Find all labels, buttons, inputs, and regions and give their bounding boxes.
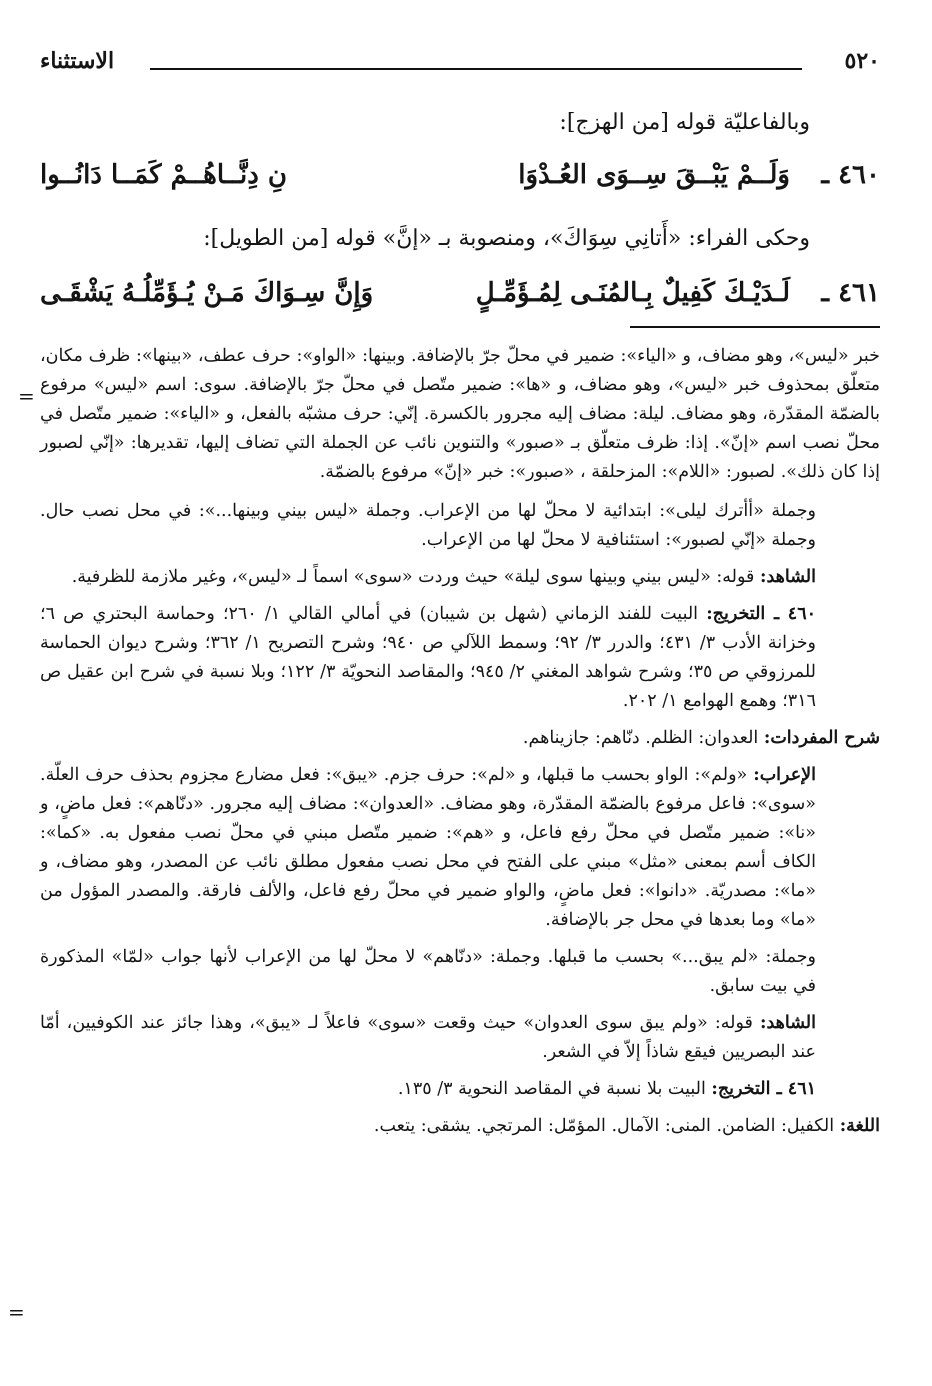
- header-rule: [150, 68, 802, 70]
- note-sources: [40, 1075, 880, 1104]
- note-paragraph: وجملة «أأترك ليلى»: ابتدائية لا محلّ لها من الإعراب. وجملة «ليس بيني وبينها...»: في محل نصب حال. وجملة «إنّي لصبور»: استئنافية لا محلّ لها من الإعراب.: [40, 501, 816, 550]
- verse-460: [40, 160, 880, 204]
- verse-461: [40, 278, 880, 322]
- note-label: اللغة:: [839, 1116, 880, 1136]
- note-paragraph: خبر «ليس»، وهو مضاف، و «الياء»: ضمير في محلّ جرّ بالإضافة. وبينها: «الواو»: حرف عطف، «بينها»: ظرف مكان، متعلّق بمحذوف خبر «ليس»، وهو مضاف، و «ها»: ضمير متّصل في محلّ جرّ بالإضافة. سوى: اسم «ليس» مرفوع بالضمّة المقدّرة، وهو مضاف. ليلة: مضاف إليه مجرور بالكسرة. إنّي: حرف مشبّه بالفعل، و «الياء»: ضمير متّصل في محلّ نصب اسم «إنّ». إذا: ظرف متعلّق بـ «صبور» والتنوين نائب عن الجملة التي تضاف إليها، تقديرها: «إنّي لصبور إذا كان ذلك». لصبور: «اللام»: المزحلقة ، «صبور»: خبر «إنّ» مرفوع بالضمّة.: [40, 346, 880, 482]
- note-text: البيت بلا نسبة في المقاصد النحوية ٣/ ١٣٥.: [397, 1079, 706, 1099]
- note-witness: [40, 563, 880, 592]
- note-text: العدوان: الظلم. دنّاهم: جازيناهم.: [522, 728, 759, 748]
- note-text: قوله: «ولم يبق سوى العدوان» حيث وقعت «سوى» فاعلاً لـ «يبق»، وهذا جائز عند الكوفيين، أمّا عند البصريين فيقع شاذاً إلاّ في الشعر.: [40, 1013, 816, 1062]
- note-vocabulary: [40, 1112, 880, 1141]
- verse-second-hemistich: نِ دِنَّــاهُــمْ كَمَــا دَانُــوا: [40, 160, 287, 190]
- verse-number: ٤٦١ ـ: [821, 278, 880, 308]
- note-vocabulary: [40, 724, 880, 753]
- mid-text-line: وحكى الفراء: «أَتانِي سِوَاكَ»، ومنصوبة بـ «إنَّ» قوله [من الطويل]:: [203, 226, 810, 251]
- note-label: ٤٦٠ ـ التخريج:: [706, 604, 816, 624]
- note-parsing: [40, 761, 880, 935]
- note-sources: [40, 600, 880, 716]
- book-page: [8, 30, 880, 1360]
- note-label: الإعراب:: [753, 765, 816, 785]
- running-head: [40, 48, 880, 88]
- note-label: الشاهد:: [759, 567, 816, 587]
- running-title: الاستثناء: [40, 48, 115, 74]
- note-label: شرح المفردات:: [763, 728, 880, 748]
- note-text: الكفيل: الضامن. المنى: الآمال. المؤمّل: المرتجي. يشقى: يتعب.: [373, 1116, 835, 1136]
- verse-second-hemistich: وَإِنَّ سِـوَاكَ مَـنْ يُـؤَمِّلُـهُ يَشْقَـى: [40, 278, 374, 308]
- page-number: ٥٢٠: [844, 48, 880, 74]
- note-label: ٤٦١ ـ التخريج:: [711, 1079, 816, 1099]
- verse-first-hemistich: لَـدَيْـكَ كَفِيلٌ بِـالمُنَـى لِمُـؤَمِّـلٍ: [475, 278, 790, 308]
- note-text: قوله: «ليس بيني وبينها سوى ليلة» حيث وردت «سوى» اسماً لـ «ليس»، وغير ملازمة للظرفية.: [71, 567, 755, 587]
- note-witness: [40, 1009, 880, 1067]
- end-continuation-mark: =: [8, 1300, 25, 1324]
- note-label: الشاهد:: [759, 1013, 816, 1033]
- note-text: البيت للفند الزماني (شهل بن شيبان) في أمالي القالي ١/ ٢٦٠؛ وحماسة البحتري ص ٦؛ وخزانة الأدب ٣/ ٤٣١؛ والدرر ٣/ ٩٢؛ وسمط اللآلي ص ٩٤٠؛ وشرح التصريح ١/ ٣٦٢؛ وشرح ديوان الحماسة للمرزوقي ص ٣٥؛ وشرح شواهد المغني ٢/ ٩٤٥؛ والمقاصد النحويّة ٣/ ١٢٢؛ وبلا نسبة في شرح ابن عقيل ص ٣١٦؛ وهمع الهوامع ١/ ٢٠٢.: [40, 604, 816, 711]
- intro-line: وبالفاعليّة قوله [من الهزج]:: [559, 110, 810, 135]
- verse-number: ٤٦٠ ـ: [821, 160, 880, 190]
- verse-first-hemistich: وَلَــمْ يَبْــقَ سِــوَى العُـدْوَا: [518, 160, 790, 190]
- commentary-notes: [18, 342, 880, 1149]
- note-text: «ولم»: الواو بحسب ما قبلها، و «لم»: حرف جزم. «يبق»: فعل مضارع مجزوم بحذف حرف العلّة. «سوى»: فاعل مرفوع بالضمّة المقدّرة، وهو مضاف. «العدوان»: مضاف إليه مجرور. «دنّاهم»: فعل ماضٍ، و «نا»: ضمير متّصل في محلّ رفع فاعل، و «هم»: ضمير متّصل مبني في محلّ نصب مفعول به. «كما»: الكاف أسم بمعنى «مثل» مبني على الفتح في محل نصب مفعول مطلق نائب عن المصدر، وهو مضاف، و «ما»: مصدريّة. «دانوا»: فعل ماضٍ، والواو ضمير في محلّ رفع فاعل، والألف فارقة. والمصدر المؤول من «ما» وما بعدها في محل جر بالإضافة.: [40, 765, 816, 930]
- note-paragraph: وجملة: «لم يبق...» بحسب ما قبلها. وجملة: «دنّاهم» لا محلّ لها من الإعراب لأنها جواب «لمّا» المذكورة في بيت سابق.: [40, 947, 816, 996]
- footnote-divider: [630, 326, 880, 328]
- continuation-mark: =: [18, 384, 35, 408]
